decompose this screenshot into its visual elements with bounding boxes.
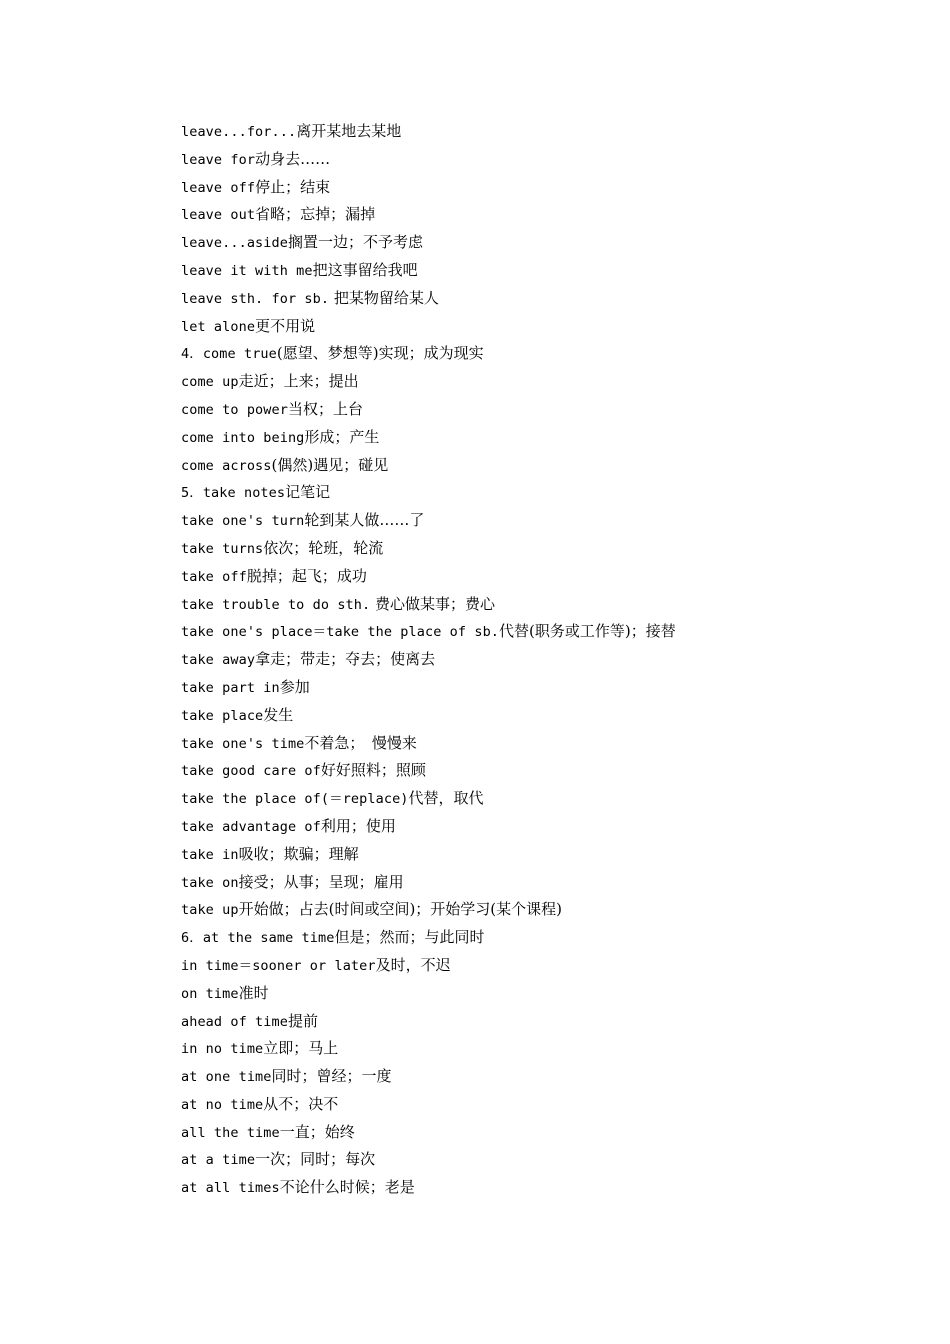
- phrase-list: [181, 118, 881, 1202]
- phrase-line: [181, 479, 881, 507]
- phrase-chinese: 不着急； 慢慢来: [304, 733, 417, 752]
- phrase-line: [181, 785, 881, 813]
- phrase-line: [181, 1091, 881, 1119]
- phrase-english: on time: [181, 985, 239, 1002]
- phrase-english: take away: [181, 652, 256, 669]
- phrase-english: take part in: [181, 679, 280, 696]
- phrase-english: leave off: [181, 179, 256, 196]
- phrase-line: [181, 1008, 881, 1036]
- phrase-english: in time＝sooner or later: [181, 957, 376, 974]
- phrase-line: [181, 340, 881, 368]
- phrase-english: leave for: [181, 151, 256, 168]
- phrase-chinese: 脱掉；起飞；成功: [246, 566, 367, 585]
- phrase-english: come across: [181, 457, 272, 474]
- phrase-chinese: 立即；马上: [263, 1039, 339, 1058]
- phrase-line: [181, 646, 881, 674]
- phrase-chinese: 搁置一边；不予考虑: [287, 233, 423, 252]
- phrase-line: [181, 674, 881, 702]
- phrase-english: let alone: [181, 318, 256, 335]
- phrase-chinese: 当权；上台: [287, 399, 363, 418]
- phrase-english: take on: [181, 874, 239, 891]
- phrase-english: 6．at the same time: [181, 930, 335, 947]
- phrase-english: at all times: [181, 1180, 280, 1197]
- phrase-line: [181, 452, 881, 480]
- phrase-chinese: 一次；同时；每次: [255, 1150, 376, 1169]
- phrase-line: [181, 257, 881, 285]
- phrase-line: [181, 757, 881, 785]
- phrase-chinese: 费心做某事；费心: [370, 594, 496, 613]
- phrase-line: [181, 146, 881, 174]
- phrase-english: leave...for...: [181, 124, 297, 140]
- phrase-line: [181, 841, 881, 869]
- phrase-english: take good care of: [181, 763, 321, 780]
- phrase-line: [181, 535, 881, 563]
- phrase-chinese: 代替(职务或工作等)；接替: [499, 622, 676, 641]
- phrase-english: leave sth. for sb.: [181, 290, 330, 307]
- phrase-chinese: (偶然)遇见；碰见: [271, 455, 389, 474]
- phrase-chinese: 代替，取代: [408, 789, 484, 808]
- phrase-english: take the place of(＝replace): [181, 791, 409, 808]
- phrase-line: [181, 174, 881, 202]
- phrase-english: take turns: [181, 540, 264, 557]
- phrase-chinese: 形成；产生: [304, 427, 380, 446]
- phrase-line: [181, 1174, 881, 1202]
- phrase-line: [181, 618, 881, 646]
- phrase-english: come into being: [181, 429, 305, 446]
- phrase-line: [181, 229, 881, 257]
- phrase-english: at a time: [181, 1152, 256, 1169]
- phrase-line: [181, 368, 881, 396]
- phrase-chinese: 一直；始终: [279, 1122, 355, 1141]
- phrase-english: leave out: [181, 207, 256, 224]
- phrase-line: [181, 980, 881, 1008]
- phrase-chinese: 把某物留给某人: [329, 288, 439, 307]
- phrase-english: take in: [181, 846, 239, 863]
- phrase-english: at no time: [181, 1096, 264, 1113]
- phrase-line: [181, 201, 881, 229]
- phrase-chinese: 记笔记: [285, 483, 331, 502]
- phrase-line: [181, 507, 881, 535]
- phrase-chinese: 离开某地去某地: [296, 122, 402, 140]
- phrase-english: all the time: [181, 1124, 280, 1141]
- phrase-english: take one's time: [181, 735, 305, 752]
- phrase-english: 5．take notes: [181, 485, 286, 502]
- phrase-chinese: 好好照料；照顾: [320, 761, 426, 780]
- phrase-chinese: 停止；结束: [255, 177, 331, 196]
- phrase-line: [181, 591, 881, 619]
- phrase-line: [181, 1063, 881, 1091]
- phrase-english: take place: [181, 707, 264, 724]
- phrase-line: [181, 869, 881, 897]
- phrase-chinese: 从不；决不: [263, 1094, 339, 1113]
- phrase-line: [181, 563, 881, 591]
- phrase-line: [181, 730, 881, 758]
- phrase-line: [181, 1146, 881, 1174]
- phrase-chinese: 吸收；欺骗；理解: [238, 844, 359, 863]
- phrase-chinese: 但是；然而；与此同时: [334, 928, 485, 947]
- phrase-english: leave it with me: [181, 262, 313, 279]
- phrase-line: [181, 813, 881, 841]
- phrase-line: [181, 424, 881, 452]
- phrase-english: take off: [181, 568, 247, 585]
- phrase-chinese: 及时，不迟: [375, 955, 451, 974]
- phrase-line: [181, 702, 881, 730]
- phrase-english: come up: [181, 374, 239, 391]
- phrase-line: [181, 924, 881, 952]
- phrase-chinese: 把这事留给我吧: [312, 260, 418, 279]
- phrase-english: take trouble to do sth.: [181, 596, 371, 613]
- phrase-english: come to power: [181, 401, 288, 418]
- phrase-english: at one time: [181, 1069, 272, 1086]
- phrase-chinese: 开始做；占去(时间或空间)；开始学习(某个课程): [238, 900, 563, 919]
- phrase-english: take one's place＝take the place of sb.: [181, 624, 500, 641]
- phrase-line: [181, 896, 881, 924]
- phrase-chinese: 拿走；带走；夺去；使离去: [255, 650, 436, 669]
- phrase-chinese: 走近；上来；提出: [238, 372, 359, 391]
- phrase-chinese: 接受；从事；呈现；雇用: [238, 872, 404, 891]
- phrase-english: in no time: [181, 1041, 264, 1058]
- phrase-line: [181, 396, 881, 424]
- phrase-english: take advantage of: [181, 818, 321, 835]
- phrase-line: [181, 1035, 881, 1063]
- phrase-chinese: 不论什么时候；老是: [279, 1178, 415, 1197]
- phrase-chinese: 准时: [238, 983, 269, 1002]
- phrase-chinese: (愿望、梦想等)实现；成为现实: [276, 344, 484, 363]
- phrase-chinese: 依次；轮班，轮流: [263, 538, 384, 557]
- phrase-chinese: 发生: [263, 705, 294, 724]
- phrase-chinese: 更不用说: [255, 316, 316, 335]
- phrase-line: [181, 285, 881, 313]
- phrase-chinese: 利用；使用: [320, 816, 396, 835]
- phrase-chinese: 动身去……: [255, 149, 331, 168]
- phrase-chinese: 参加: [279, 677, 310, 696]
- phrase-line: [181, 1119, 881, 1147]
- phrase-chinese: 省略；忘掉；漏掉: [255, 205, 376, 224]
- phrase-chinese: 同时；曾经；一度: [271, 1067, 392, 1086]
- phrase-line: [181, 118, 881, 146]
- phrase-line: [181, 313, 881, 341]
- phrase-english: leave...aside: [181, 235, 288, 252]
- phrase-chinese: 轮到某人做……了: [304, 511, 425, 530]
- phrase-chinese: 提前: [287, 1011, 318, 1030]
- phrase-english: ahead of time: [181, 1013, 288, 1030]
- phrase-english: take up: [181, 902, 239, 919]
- phrase-line: [181, 952, 881, 980]
- phrase-english: take one's turn: [181, 513, 305, 530]
- phrase-english: 4．come true: [181, 346, 277, 363]
